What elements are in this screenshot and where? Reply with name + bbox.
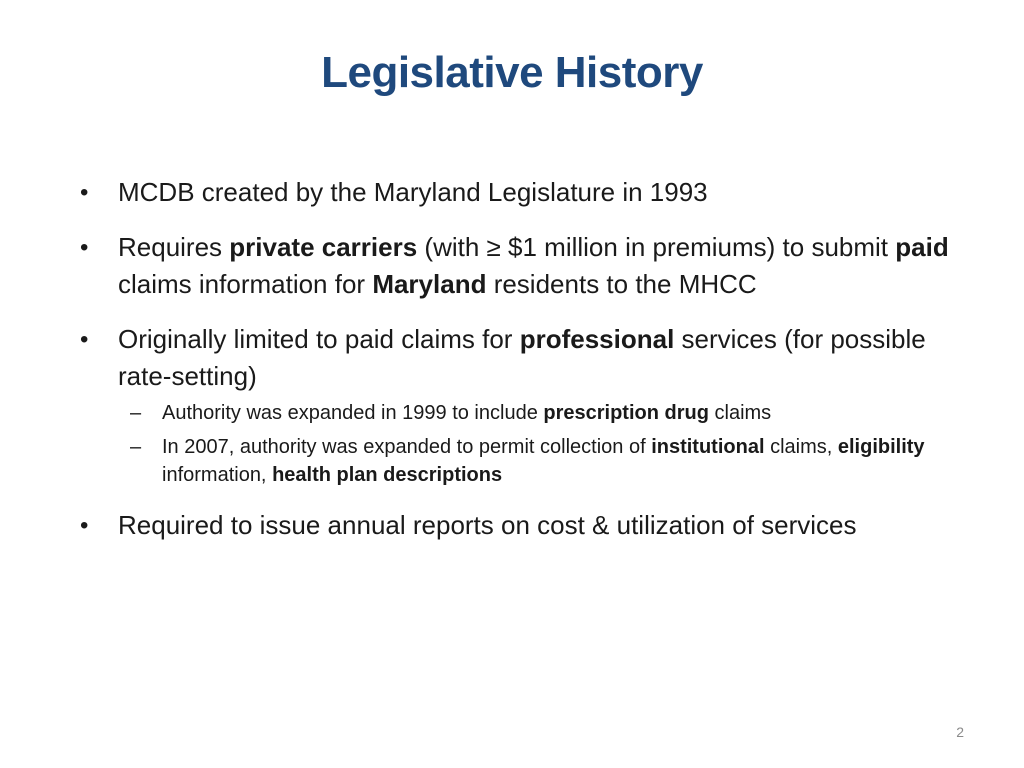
sub-bullet-emphasis: institutional bbox=[651, 436, 765, 458]
bullet-item bbox=[78, 507, 978, 544]
slide-title: Legislative History bbox=[321, 48, 703, 97]
sub-bullet-item bbox=[118, 433, 978, 489]
sub-bullet-text bbox=[162, 436, 925, 486]
sub-bullet-emphasis: eligibility bbox=[837, 436, 925, 458]
bullet-dot-icon: • bbox=[80, 512, 89, 539]
sub-bullet-item bbox=[118, 399, 978, 427]
bullet-text-emphasis: professional bbox=[519, 324, 675, 354]
bullet-text bbox=[118, 177, 708, 207]
sub-bullet-segment: claims bbox=[708, 402, 772, 424]
bullet-list bbox=[78, 174, 978, 562]
bullet-text-emphasis: private carriers bbox=[229, 232, 418, 262]
dash-icon: – bbox=[130, 402, 142, 424]
sub-bullet-segment: claims, bbox=[764, 436, 838, 458]
bullet-text-segment: (with ≥ $1 million in premiums) to submit bbox=[417, 232, 896, 262]
bullet-text-emphasis: paid bbox=[895, 232, 949, 262]
bullet-text-segment: Required to issue annual reports on cost & utilization of services bbox=[118, 510, 857, 540]
page-number: 2 bbox=[956, 724, 964, 740]
bullet-dot-icon: • bbox=[80, 326, 89, 353]
bullet-text-emphasis: Maryland bbox=[372, 269, 487, 299]
bullet-text-segment: Requires bbox=[118, 232, 230, 262]
bullet-item bbox=[78, 229, 978, 303]
sub-bullet-segment: information, bbox=[162, 464, 273, 486]
bullet-text bbox=[118, 324, 926, 391]
sub-bullet-text bbox=[162, 402, 771, 424]
bullet-text bbox=[118, 232, 949, 299]
sub-bullet-emphasis: health plan descriptions bbox=[272, 464, 503, 486]
dash-icon: – bbox=[130, 436, 142, 458]
bullet-text bbox=[118, 510, 857, 540]
bullet-item bbox=[78, 174, 978, 211]
sub-bullet-list bbox=[118, 399, 978, 489]
bullet-dot-icon: • bbox=[80, 179, 89, 206]
sub-bullet-emphasis: prescription drug bbox=[543, 402, 709, 424]
bullet-text-segment: Originally limited to paid claims for bbox=[118, 324, 520, 354]
sub-bullet-segment: Authority was expanded in 1999 to include bbox=[162, 402, 544, 424]
bullet-text-segment: residents to the MHCC bbox=[486, 269, 757, 299]
bullet-dot-icon: • bbox=[80, 234, 89, 261]
bullet-text-segment: services (for possible rate-setting) bbox=[118, 324, 926, 391]
bullet-item bbox=[78, 321, 978, 489]
bullet-text-segment: claims information for bbox=[118, 269, 373, 299]
bullet-text-segment: MCDB created by the Maryland Legislature in 1993 bbox=[118, 177, 708, 207]
sub-bullet-segment: In 2007, authority was expanded to permit collection of bbox=[162, 436, 652, 458]
